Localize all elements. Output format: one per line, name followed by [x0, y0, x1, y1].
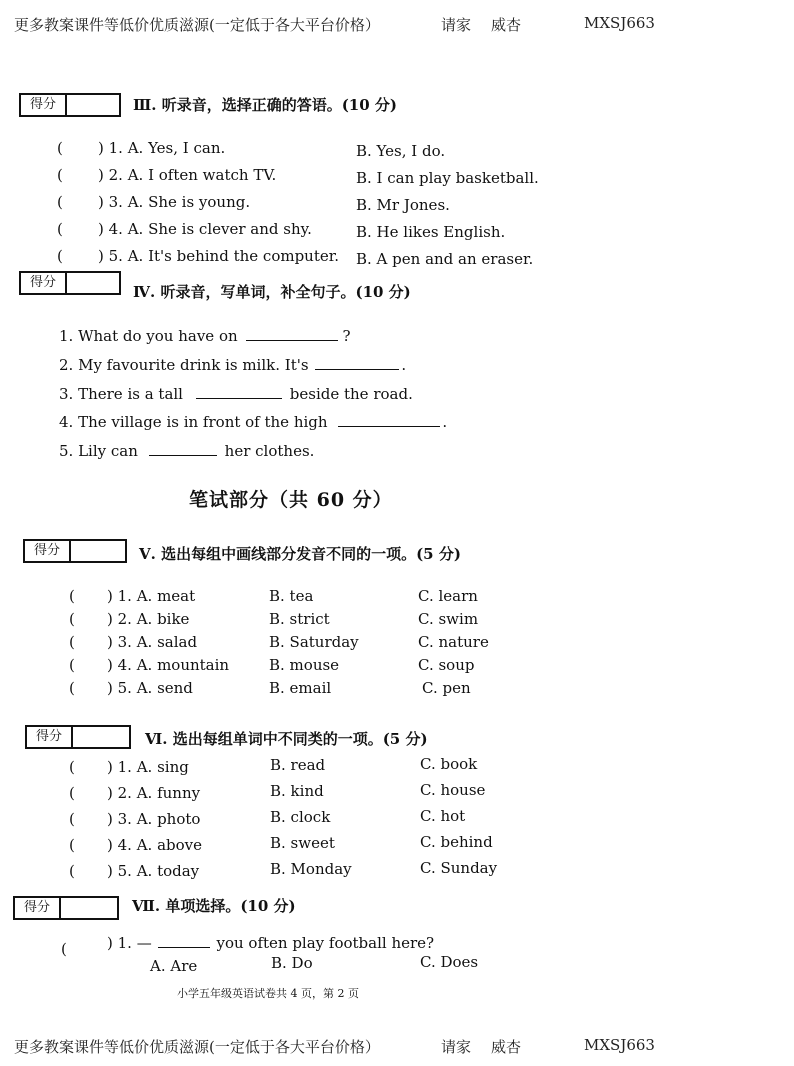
- answer-paren[interactable]: (: [69, 862, 75, 880]
- option-b: B. kind: [270, 782, 324, 800]
- question-option-b: B. Mr Jones.: [356, 196, 450, 214]
- stem-start: ) 1. —: [107, 934, 152, 952]
- question-option-b: B. He likes English.: [356, 223, 506, 241]
- sentence-start: 2. My favourite drink is milk. It's: [59, 356, 309, 374]
- option-a: ) 4. A. above: [107, 836, 202, 854]
- question-stem: [107, 934, 434, 952]
- option-a: ) 4. A. mountain: [107, 656, 230, 674]
- answer-paren[interactable]: (: [69, 810, 75, 828]
- question-option-a: ) 1. A. Yes, I can.: [98, 139, 226, 157]
- answer-paren[interactable]: (: [69, 758, 75, 776]
- sentence-end: her clothes.: [224, 442, 315, 460]
- bottom-banner: 更多教案课件等低价优质滋源(一定低于各大平台价格）: [14, 1038, 380, 1056]
- option-a: ) 2. A. bike: [107, 610, 190, 628]
- answer-paren[interactable]: (: [69, 633, 75, 651]
- option-c: C. soup: [418, 656, 475, 674]
- fill-in-sentence: [59, 327, 350, 345]
- option-b: B. mouse: [269, 656, 340, 674]
- answer-paren[interactable]: (: [69, 836, 75, 854]
- answer-paren[interactable]: (: [57, 247, 63, 265]
- answer-paren[interactable]: (: [57, 193, 63, 211]
- option-b: B. email: [269, 679, 332, 697]
- written-part-title: 笔试部分（共 60 分）: [189, 489, 393, 511]
- option-a: ) 1. A. meat: [107, 587, 196, 605]
- answer-paren[interactable]: (: [69, 679, 75, 697]
- sentence-end: beside the road.: [289, 385, 413, 403]
- answer-paren[interactable]: (: [57, 220, 63, 238]
- score-field[interactable]: [67, 95, 119, 115]
- answer-paren[interactable]: (: [61, 940, 67, 958]
- banner-text: 更多教案课件等低价优质滋源(一定低于各大平台价格）: [14, 16, 380, 34]
- sentence-end: .: [442, 413, 448, 431]
- option-b: B. sweet: [270, 834, 335, 852]
- answer-blank[interactable]: [158, 935, 210, 948]
- answer-blank[interactable]: [196, 386, 282, 399]
- score-box-section-7: [13, 896, 119, 920]
- fill-in-sentence: [59, 442, 314, 460]
- score-label: 得分: [25, 541, 71, 561]
- answer-blank[interactable]: [315, 357, 399, 370]
- option-b: B. Do: [271, 954, 313, 972]
- page-number-note: 小学五年级英语试卷共 4 页，第 2 页: [177, 987, 359, 1000]
- score-label: 得分: [15, 898, 61, 918]
- score-field[interactable]: [67, 273, 119, 293]
- answer-paren[interactable]: (: [69, 610, 75, 628]
- stem-end: you often play football here?: [216, 934, 435, 952]
- banner-code: MXSJ663: [584, 14, 655, 32]
- option-b: B. clock: [270, 808, 331, 826]
- option-c: C. book: [420, 755, 478, 773]
- option-c: C. Does: [420, 953, 479, 971]
- answer-blank[interactable]: [149, 443, 217, 456]
- sentence-start: 3. There is a tall: [59, 385, 183, 403]
- section-4-title: Ⅳ. 听录音，写单词，补全句子。(10 分): [133, 283, 411, 301]
- answer-blank[interactable]: [338, 414, 440, 427]
- section-7-title: Ⅶ. 单项选择。(10 分): [132, 897, 296, 915]
- question-option-a: ) 5. A. It's behind the computer.: [98, 247, 340, 265]
- question-option-a: ) 2. A. I often watch TV.: [98, 166, 277, 184]
- option-b: B. Monday: [270, 860, 352, 878]
- banner-contact-name: 威杏: [491, 16, 522, 34]
- bottom-banner-contact-name: 威杏: [491, 1038, 522, 1056]
- score-label: 得分: [21, 95, 67, 115]
- option-b: B. Saturday: [269, 633, 359, 651]
- option-c: C. nature: [418, 633, 489, 651]
- option-a: ) 5. A. send: [107, 679, 193, 697]
- score-label: 得分: [27, 727, 73, 747]
- sentence-start: 4. The village is in front of the high: [59, 413, 328, 431]
- option-c: C. house: [420, 781, 486, 799]
- fill-in-sentence: [59, 356, 406, 374]
- answer-paren[interactable]: (: [69, 784, 75, 802]
- option-a: A. Are: [150, 957, 198, 975]
- section-3-title: Ⅲ. 听录音，选择正确的答语。(10 分): [133, 96, 398, 114]
- option-c: C. behind: [420, 833, 493, 851]
- section-5-title: Ⅴ. 选出每组中画线部分发音不同的一项。(5 分): [139, 545, 461, 563]
- score-box-section-4: [19, 271, 121, 295]
- answer-blank[interactable]: [246, 328, 338, 341]
- question-option-b: B. I can play basketball.: [356, 169, 539, 187]
- answer-paren[interactable]: (: [57, 139, 63, 157]
- option-c: C. Sunday: [420, 859, 498, 877]
- option-a: ) 3. A. photo: [107, 810, 201, 828]
- bottom-banner-contact-label: 请家: [441, 1038, 472, 1056]
- option-a: ) 2. A. funny: [107, 784, 201, 802]
- question-option-b: B. Yes, I do.: [356, 142, 446, 160]
- option-c: C. hot: [420, 807, 466, 825]
- score-field[interactable]: [71, 541, 125, 561]
- top-banner: [14, 14, 380, 35]
- sentence-end: ?: [342, 327, 351, 345]
- answer-paren[interactable]: (: [57, 166, 63, 184]
- bottom-banner-code: MXSJ663: [584, 1036, 655, 1054]
- question-option-b: B. A pen and an eraser.: [356, 250, 534, 268]
- score-field[interactable]: [61, 898, 117, 918]
- option-a: ) 5. A. today: [107, 862, 200, 880]
- option-c: C. pen: [422, 679, 471, 697]
- question-option-a: ) 3. A. She is young.: [98, 193, 251, 211]
- option-b: B. read: [270, 756, 326, 774]
- option-c: C. learn: [418, 587, 478, 605]
- score-box-section-5: [23, 539, 127, 563]
- section-6-title: Ⅵ. 选出每组单词中不同类的一项。(5 分): [145, 730, 428, 748]
- fill-in-sentence: [59, 413, 447, 431]
- score-field[interactable]: [73, 727, 129, 747]
- question-option-a: ) 4. A. She is clever and shy.: [98, 220, 312, 238]
- answer-paren[interactable]: (: [69, 587, 75, 605]
- score-box-section-6: [25, 725, 131, 749]
- option-a: ) 3. A. salad: [107, 633, 198, 651]
- score-label: 得分: [21, 273, 67, 293]
- sentence-end: .: [401, 356, 407, 374]
- option-c: C. swim: [418, 610, 479, 628]
- sentence-start: 5. Lily can: [59, 442, 138, 460]
- fill-in-sentence: [59, 385, 413, 403]
- option-b: B. tea: [269, 587, 314, 605]
- option-b: B. strict: [269, 610, 330, 628]
- option-a: ) 1. A. sing: [107, 758, 189, 776]
- answer-paren[interactable]: (: [69, 656, 75, 674]
- banner-contact-label: 请家: [441, 16, 472, 34]
- score-box-section-3: [19, 93, 121, 117]
- sentence-start: 1. What do you have on: [59, 327, 238, 345]
